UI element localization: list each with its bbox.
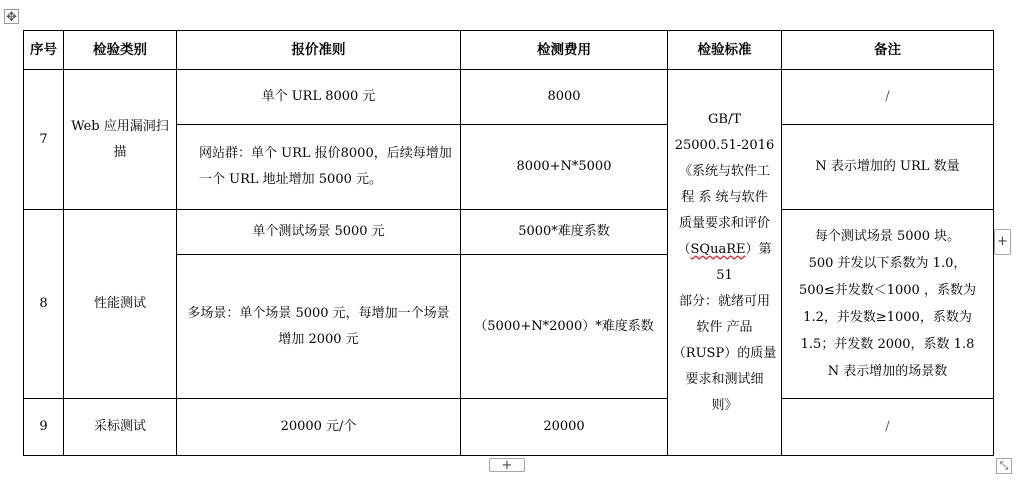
note-line: 1.5；并发数 2000，系数 1.8 [800, 337, 975, 352]
row9-rule[interactable]: 20000 元/个 [177, 399, 461, 456]
standard-line: （RUSP）的质量 [672, 345, 777, 361]
standard-line: （SQuaRE）第 51 [677, 241, 772, 283]
row8-note[interactable] [782, 210, 994, 399]
standard-line: 要求和测试细 [685, 371, 764, 387]
header-row [24, 31, 994, 70]
standard-line: 25000.51-2016 [674, 137, 775, 153]
pricing-table [23, 30, 994, 456]
header-category: 检验类别 [64, 31, 177, 70]
row9-note[interactable]: / [782, 399, 994, 456]
row7b-fee[interactable]: 8000+N*5000 [461, 125, 668, 210]
header-pricing-rule: 报价准则 [177, 31, 461, 70]
row7b-note[interactable]: N 表示增加的 URL 数量 [782, 125, 994, 210]
note-line: 1.2，并发数≥1000，系数为 [803, 310, 972, 325]
table-row [24, 399, 994, 456]
row7b-rule[interactable]: 网站群：单个 URL 报价8000，后续每增加一个 URL 地址增加 5000 元。 [177, 125, 461, 210]
row7a-rule[interactable]: 单个 URL 8000 元 [177, 70, 461, 125]
standard-cell[interactable] [668, 70, 782, 456]
standard-line: 则》 [711, 397, 738, 413]
row9-fee[interactable]: 20000 [461, 399, 668, 456]
row7-number[interactable]: 7 [24, 70, 64, 210]
spellcheck-mark: SQuaRE [690, 241, 746, 257]
table-row [24, 70, 994, 125]
standard-line: 软件 产品 [696, 319, 753, 335]
row9-category[interactable]: 采标测试 [64, 399, 177, 456]
note-line: N 表示增加的场景数 [827, 364, 948, 379]
standard-line: 《系统与软件工 [678, 163, 770, 179]
standard-line: GB/T [708, 111, 741, 127]
table-move-handle-icon[interactable]: ✥ [4, 9, 19, 24]
row7a-fee[interactable]: 8000 [461, 70, 668, 125]
note-line: 500≤并发数＜1000 ，系数为 [799, 283, 976, 298]
header-remarks: 备注 [782, 31, 994, 70]
row8-category[interactable]: 性能测试 [64, 210, 177, 399]
row8a-fee[interactable]: 5000*难度系数 [461, 210, 668, 255]
add-column-button[interactable]: + [994, 229, 1011, 255]
row7-category[interactable]: Web 应用漏洞扫描 [64, 70, 177, 210]
note-line: 每个测试场景 5000 块。 [814, 229, 961, 244]
standard-line: 程 系 统与软件 [681, 189, 768, 205]
row8-number[interactable]: 8 [24, 210, 64, 399]
table-resize-icon[interactable]: ⤡ [996, 458, 1012, 474]
row9-number[interactable]: 9 [24, 399, 64, 456]
row8b-fee[interactable]: （5000+N*2000）*难度系数 [461, 255, 668, 399]
row8b-rule[interactable]: 多场景：单个场景 5000 元，每增加一个场景增加 2000 元 [177, 255, 461, 399]
standard-line: 质量要求和评价 [678, 215, 770, 231]
row7a-note[interactable]: / [782, 70, 994, 125]
table-row [24, 210, 994, 255]
header-fee: 检测费用 [461, 31, 668, 70]
header-number: 序号 [24, 31, 64, 70]
header-standard: 检验标准 [668, 31, 782, 70]
standard-line: 部分：就绪可用 [678, 293, 770, 309]
note-line: 500 并发以下系数为 1.0， [808, 256, 967, 271]
add-row-button[interactable]: + [489, 458, 525, 472]
row8a-rule[interactable]: 单个测试场景 5000 元 [177, 210, 461, 255]
